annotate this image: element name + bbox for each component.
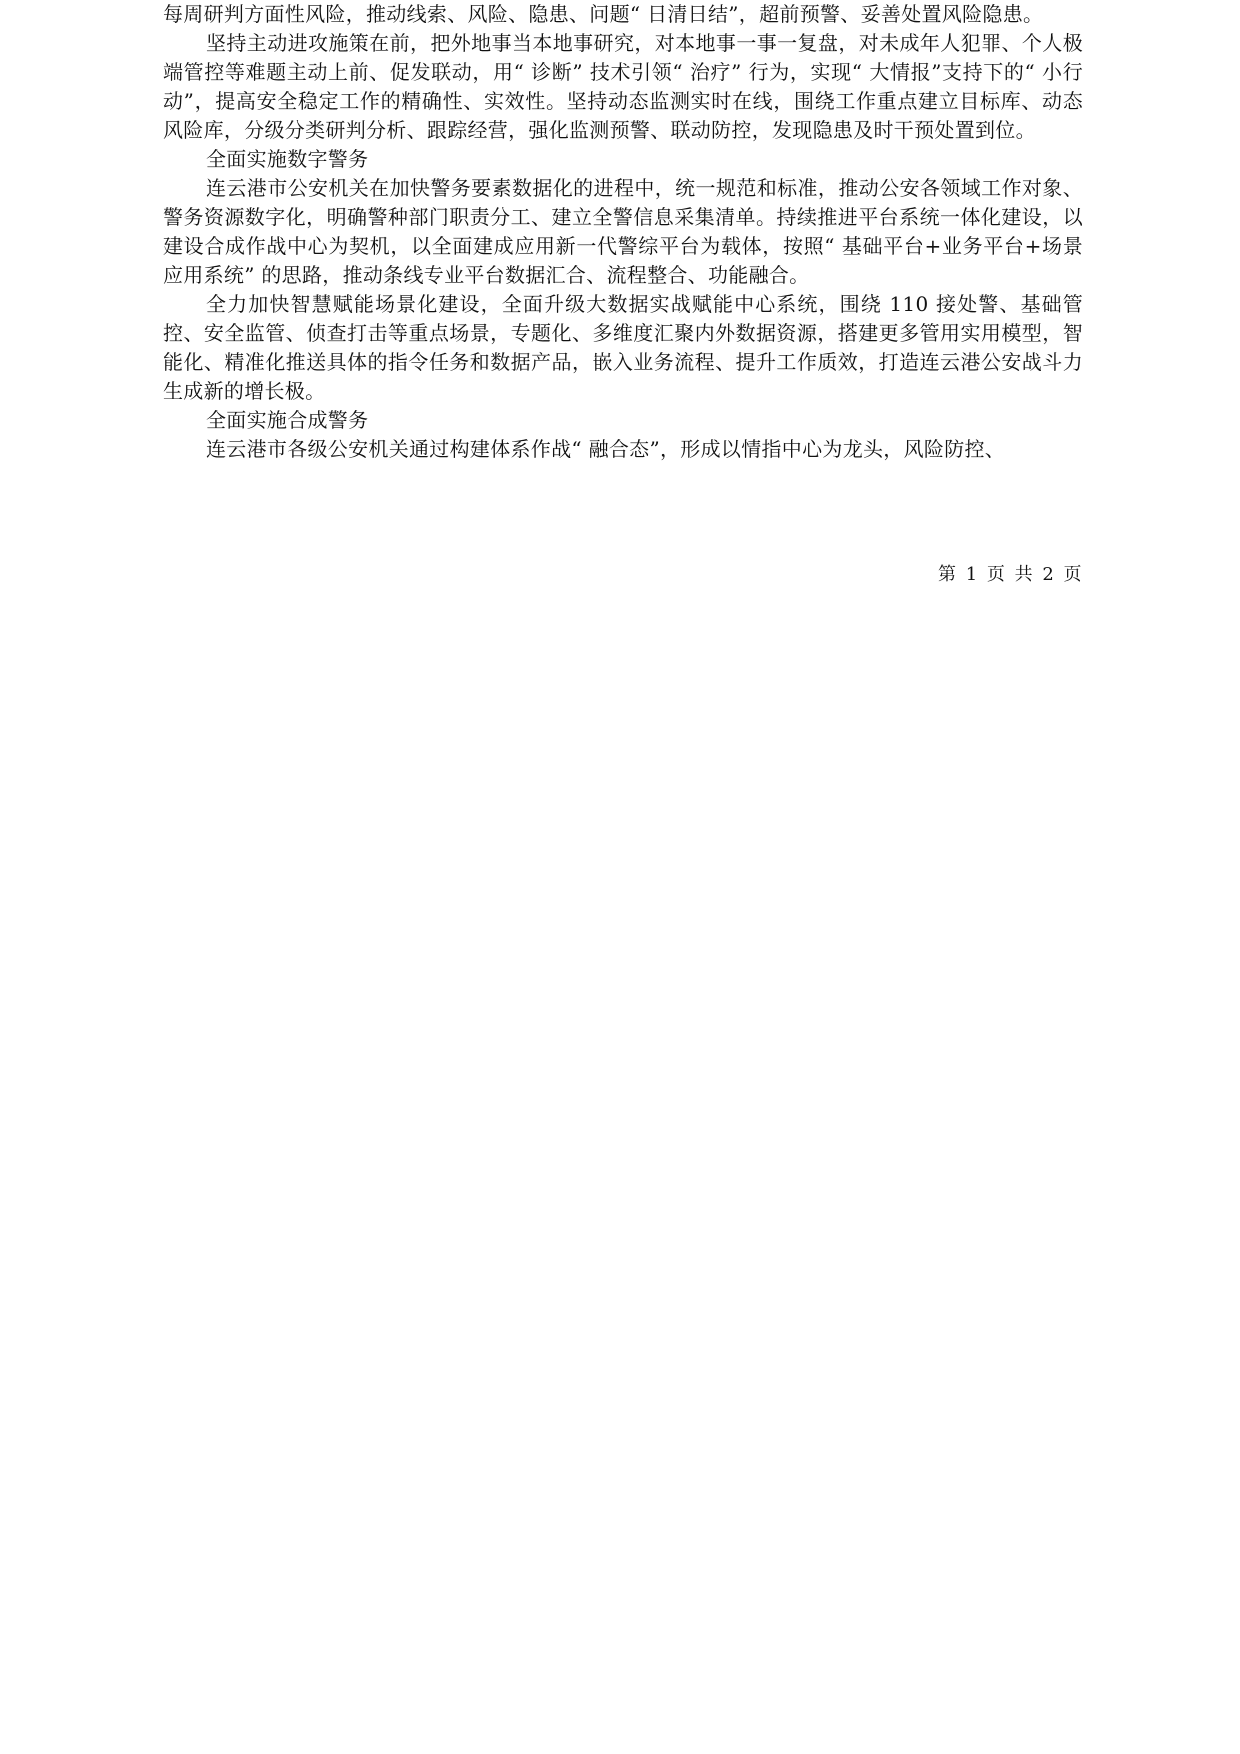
- paragraph: 连云港市各级公安机关通过构建体系作战“ 融合态”，形成以情指中心为龙头，风险防控、: [206, 437, 1006, 461]
- section-heading: 全面实施数字警务: [206, 147, 369, 171]
- paragraph: 全力加快智慧赋能场景化建设，全面升级大数据实战赋能中心系统，围绕 110 接处警、基础管控、安全监管、侦查打击等重点场景，专题化、多维度汇聚内外数据资源，搭建更多管用实用模型，智能化、精准化推送具体的指令任务和数据产品，嵌入业务流程、提升工作质效，打造连云港公安战斗力生成新的增长极。: [163, 292, 1083, 403]
- paragraph-continuation: 每周研判方面性风险，推动线索、风险、隐患、问题“ 日清日结”，超前预警、妥善处置风险隐患。: [163, 2, 1044, 26]
- paragraph: 连云港市公安机关在加快警务要素数据化的进程中，统一规范和标准，推动公安各领域工作对象、警务资源数字化，明确警种部门职责分工、建立全警信息采集清单。持续推进平台系统一体化建设，以建设合成作战中心为契机，以全面建成应用新一代警综平台为载体，按照“ 基础平台+业务平台+场景应用系统” 的思路，推动条线专业平台数据汇合、流程整合、功能融合。: [163, 176, 1083, 287]
- page-number-footer: 第 1 页 共 2 页: [938, 564, 1084, 585]
- section-heading: 全面实施合成警务: [206, 408, 369, 432]
- paragraph: 坚持主动进攻施策在前，把外地事当本地事研究，对本地事一事一复盘，对未成年人犯罪、个人极端管控等难题主动上前、促发联动，用“ 诊断” 技术引领“ 治疗” 行为，实现“ 大情报”支持下的“ 小行动”，提高安全稳定工作的精确性、实效性。坚持动态监测实时在线，围绕工作重点建立目标库、动态风险库，分级分类研判分析、跟踪经营，强化监测预警、联动防控，发现隐患及时干预处置到位。: [163, 31, 1083, 142]
- document-body: [163, 0, 1083, 464]
